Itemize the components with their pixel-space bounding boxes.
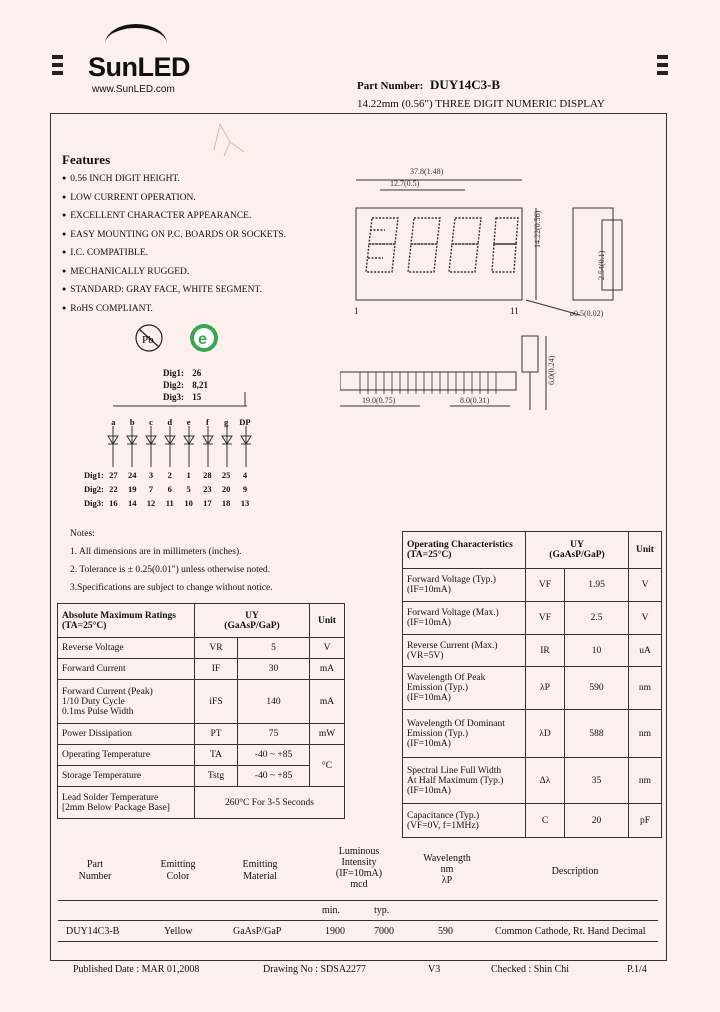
pin-number: 6 <box>167 484 172 494</box>
rohs-e-icon <box>188 322 220 354</box>
feature-item: ● 0.56 INCH DIGIT HEIGHT. <box>62 174 286 193</box>
col-header-intensity: Luminous Intensity (IF=10mA) mcd <box>335 846 383 890</box>
pin-number: 28 <box>203 470 212 480</box>
segment-labels <box>104 417 254 427</box>
dim-label: 19.0(0.75) <box>362 396 396 405</box>
note-item: 2. Tolerance is ± 0.25(0.01") unless otherwise noted. <box>70 565 271 575</box>
features-title: Features <box>62 152 111 167</box>
segment-label: f <box>205 417 209 427</box>
abs-max-header: Absolute Maximum Ratings (TA=25°C) <box>58 604 195 638</box>
dim-label: 37.8(1.48) <box>410 167 444 176</box>
dig2-pin: 8,21 <box>192 380 208 390</box>
pin-number: 22 <box>109 484 118 494</box>
op-char-table <box>402 531 662 838</box>
page-number: P.1/4 <box>627 964 647 975</box>
wavelength-cell: 590 <box>438 926 453 937</box>
value-cell: 10 <box>565 635 629 667</box>
pin-number: 12 <box>146 498 156 508</box>
op-char-header: Operating Characteristics (TA=25°C) <box>403 532 526 569</box>
feature-item: ● STANDARD: GRAY FACE, WHITE SEGMENT. <box>62 285 286 304</box>
col-header-part: Part Number <box>78 859 112 882</box>
pin-number: 17 <box>203 498 212 508</box>
unit-cell: pF <box>629 804 662 838</box>
feature-item: ● LOW CURRENT OPERATION. <box>62 193 286 212</box>
symbol-cell: IF <box>195 659 238 680</box>
value-cell: 75 <box>238 724 310 745</box>
part-number-line <box>357 77 500 93</box>
pin-number: 1 <box>186 470 191 480</box>
pin1-label: 1 <box>354 306 359 316</box>
unit-cell: nm <box>629 710 662 758</box>
company-logo: SunLED <box>88 52 190 82</box>
param-cell: Power Dissipation <box>58 724 195 745</box>
pin-number: 25 <box>221 470 231 480</box>
col-header-wavelength: Wavelength nm λP <box>423 853 471 886</box>
feature-item: ● I.C. COMPATIBLE. <box>62 248 286 267</box>
rohs-e-label: e <box>198 331 207 348</box>
dig1-pin: 26 <box>192 368 202 378</box>
pin-number: 20 <box>221 484 231 494</box>
symbol-cell: IR <box>526 635 565 667</box>
symbol-cell: λD <box>526 710 565 758</box>
value-cell: -40 ~ +85 <box>238 766 310 787</box>
pin-number: 4 <box>242 470 248 480</box>
pin-number: 27 <box>109 470 118 480</box>
value-cell: -40 ~ +85 <box>238 745 310 766</box>
pb-label: Pb <box>142 334 154 346</box>
min-intensity-cell: 1900 <box>325 926 345 937</box>
description-cell: Common Cathode, Rt. Hand Decimal <box>495 926 646 937</box>
pin-number: 10 <box>184 498 193 508</box>
company-url[interactable]: www.SunLED.com <box>92 84 175 95</box>
part-description: 14.22mm (0.56") THREE DIGIT NUMERIC DISPLAY <box>357 98 605 110</box>
symbol-cell: Tstg <box>195 766 238 787</box>
published-date: Published Date : MAR 01,2008 <box>73 964 200 975</box>
param-cell: Forward Voltage (Max.) (IF=10mA) <box>403 602 526 635</box>
value-cell: 2.5 <box>565 602 629 635</box>
corner-mark <box>657 71 668 75</box>
segment-label: g <box>224 417 229 427</box>
corner-mark <box>52 63 63 67</box>
color-cell: Yellow <box>164 926 193 937</box>
segment-label: a <box>111 417 116 427</box>
value-cell: 30 <box>238 659 310 680</box>
package-drawing <box>340 160 660 430</box>
min-label: min. <box>322 905 341 916</box>
symbol-cell: PT <box>195 724 238 745</box>
feature-item: ● EXCELLENT CHARACTER APPEARANCE. <box>62 211 286 230</box>
pin-number: 24 <box>127 470 137 480</box>
symbol-cell: iFS <box>195 680 238 724</box>
value-cell: 5 <box>238 638 310 659</box>
param-cell: Reverse Current (Max.) (VR=5V) <box>403 635 526 667</box>
table-rule <box>58 920 658 921</box>
corner-mark <box>52 55 63 59</box>
pin-row-label: Dig1: <box>84 470 104 480</box>
table-rule <box>58 900 658 901</box>
note-item: 1. All dimensions are in millimeters (inches). <box>70 547 242 557</box>
symbol-cell: VR <box>195 638 238 659</box>
dim-label: 2.54(0.1) <box>597 250 606 280</box>
pin-number: 19 <box>127 484 137 494</box>
pin-number: 11 <box>165 498 174 508</box>
unit-cell: nm <box>629 667 662 710</box>
symbol-cell: Δλ <box>526 758 565 804</box>
unit-cell: mW <box>310 724 345 745</box>
symbol-cell: λP <box>526 667 565 710</box>
table-rule <box>58 941 658 942</box>
unit-cell: mA <box>310 659 345 680</box>
value-cell: 590 <box>565 667 629 710</box>
segment-label: e <box>186 417 191 427</box>
param-cell: Capacitance (Typ.) (VF=0V, f=1MHz) <box>403 804 526 838</box>
pin-view <box>340 372 516 390</box>
segment-label: b <box>129 417 135 427</box>
abs-max-table <box>57 603 345 819</box>
param-cell: Wavelength Of Peak Emission (Typ.) (IF=10mA) <box>403 667 526 710</box>
pin-number: 23 <box>203 484 212 494</box>
corner-mark <box>52 71 63 75</box>
typ-intensity-cell: 7000 <box>374 926 394 937</box>
value-cell: 1.95 <box>565 569 629 602</box>
side-view <box>573 208 613 300</box>
unit-cell: V <box>629 602 662 635</box>
unit-cell: nm <box>629 758 662 804</box>
typ-label: typ. <box>374 905 390 916</box>
col-header-color: Emitting Color <box>160 859 196 882</box>
value-cell: 35 <box>565 758 629 804</box>
notes-section <box>70 525 273 597</box>
unit-cell: uA <box>629 635 662 667</box>
unit-cell: mA <box>310 680 345 724</box>
unit-cell: °C <box>310 745 345 787</box>
dig3-pin: 15 <box>192 392 202 402</box>
part-cell: DUY14C3-B <box>66 926 120 937</box>
led-diodes <box>108 426 251 467</box>
abs-max-uy-header: UY (GaAsP/GaP) <box>195 604 310 638</box>
notes-title: Notes: <box>70 529 95 539</box>
pin-number: 14 <box>127 498 137 508</box>
param-cell: Lead Solder Temperature [2mm Below Package Base] <box>58 787 195 819</box>
dim-label: 8.0(0.31) <box>460 396 490 405</box>
pin11-label: 11 <box>510 306 519 316</box>
unit-cell: V <box>310 638 345 659</box>
version: V3 <box>428 964 441 975</box>
pin-number: 18 <box>221 498 231 508</box>
symbol-cell: TA <box>195 745 238 766</box>
value-cell: 20 <box>565 804 629 838</box>
param-cell: Spectral Line Full Width At Half Maximum (Typ.) (IF=10mA) <box>403 758 526 804</box>
feature-item: ● EASY MOUNTING ON P.C. BOARDS OR SOCKETS. <box>62 230 286 249</box>
features-list <box>62 174 286 322</box>
dim-label: ø0.5(0.02) <box>570 309 604 318</box>
unit-cell: V <box>629 569 662 602</box>
dig1-label: Dig1: <box>163 368 184 378</box>
feature-item: ● MECHANICALLY RUGGED. <box>62 267 286 286</box>
param-cell: Forward Voltage (Typ.) (IF=10mA) <box>403 569 526 602</box>
symbol-cell: C <box>526 804 565 838</box>
segment-label: c <box>149 417 153 427</box>
pin-number: 5 <box>186 484 191 494</box>
dig3-label: Dig3: <box>163 392 184 402</box>
symbol-cell: VF <box>526 569 565 602</box>
pin-row <box>84 482 254 496</box>
pin-number: 7 <box>148 484 154 494</box>
part-number: DUY14C3-B <box>430 77 501 92</box>
pin-number: 3 <box>148 470 154 480</box>
features-section <box>62 152 286 322</box>
pb-free-icon <box>133 322 165 354</box>
pin-row-label: Dig2: <box>84 484 104 494</box>
checked-by: Checked : Shin Chi <box>491 964 570 975</box>
param-cell: Forward Current (Peak) 1/10 Duty Cycle 0.1ms Pulse Width <box>58 680 195 724</box>
segment-label: d <box>167 417 173 427</box>
value-cell: 140 <box>238 680 310 724</box>
pin-number: 9 <box>242 484 248 494</box>
dig2-label: Dig2: <box>163 380 184 390</box>
pin-row <box>84 468 254 482</box>
dim-label: 6.0(0.24) <box>547 355 556 385</box>
op-char-uy-header: UY (GaAsP/GaP) <box>526 532 629 569</box>
pin-row <box>84 496 254 510</box>
digit-segments <box>366 218 518 272</box>
pin-number: 16 <box>109 498 118 508</box>
param-cell: Storage Temperature <box>58 766 195 787</box>
op-char-unit-header: Unit <box>629 532 662 569</box>
value-cell: 588 <box>565 710 629 758</box>
feature-item: ● RoHS COMPLIANT. <box>62 304 286 323</box>
value-cell: 260°C For 3-5 Seconds <box>195 787 345 819</box>
param-cell: Reverse Voltage <box>58 638 195 659</box>
part-number-label: Part Number: <box>357 80 424 92</box>
segment-label: DP <box>239 417 251 427</box>
pin-row-label: Dig3: <box>84 498 104 508</box>
param-cell: Forward Current <box>58 659 195 680</box>
dim-label: 12.7(0.5) <box>390 179 420 188</box>
abs-max-unit-header: Unit <box>310 604 345 638</box>
param-cell: Wavelength Of Dominant Emission (Typ.) (IF=10mA) <box>403 710 526 758</box>
dim-label: 14.22(0.56) <box>533 210 542 248</box>
param-cell: Operating Temperature <box>58 745 195 766</box>
corner-mark <box>657 63 668 67</box>
col-header-description: Description <box>551 866 599 877</box>
note-item: 3.Specifications are subject to change without notice. <box>70 583 273 593</box>
pin-number: 13 <box>240 498 250 508</box>
material-cell: GaAsP/GaP <box>233 926 282 937</box>
pin-number: 2 <box>167 470 172 480</box>
corner-mark <box>657 55 668 59</box>
drawing-number: Drawing No : SDSA2277 <box>263 964 367 975</box>
symbol-cell: VF <box>526 602 565 635</box>
col-header-material: Emitting Material <box>242 859 278 882</box>
pin-table <box>84 468 254 510</box>
